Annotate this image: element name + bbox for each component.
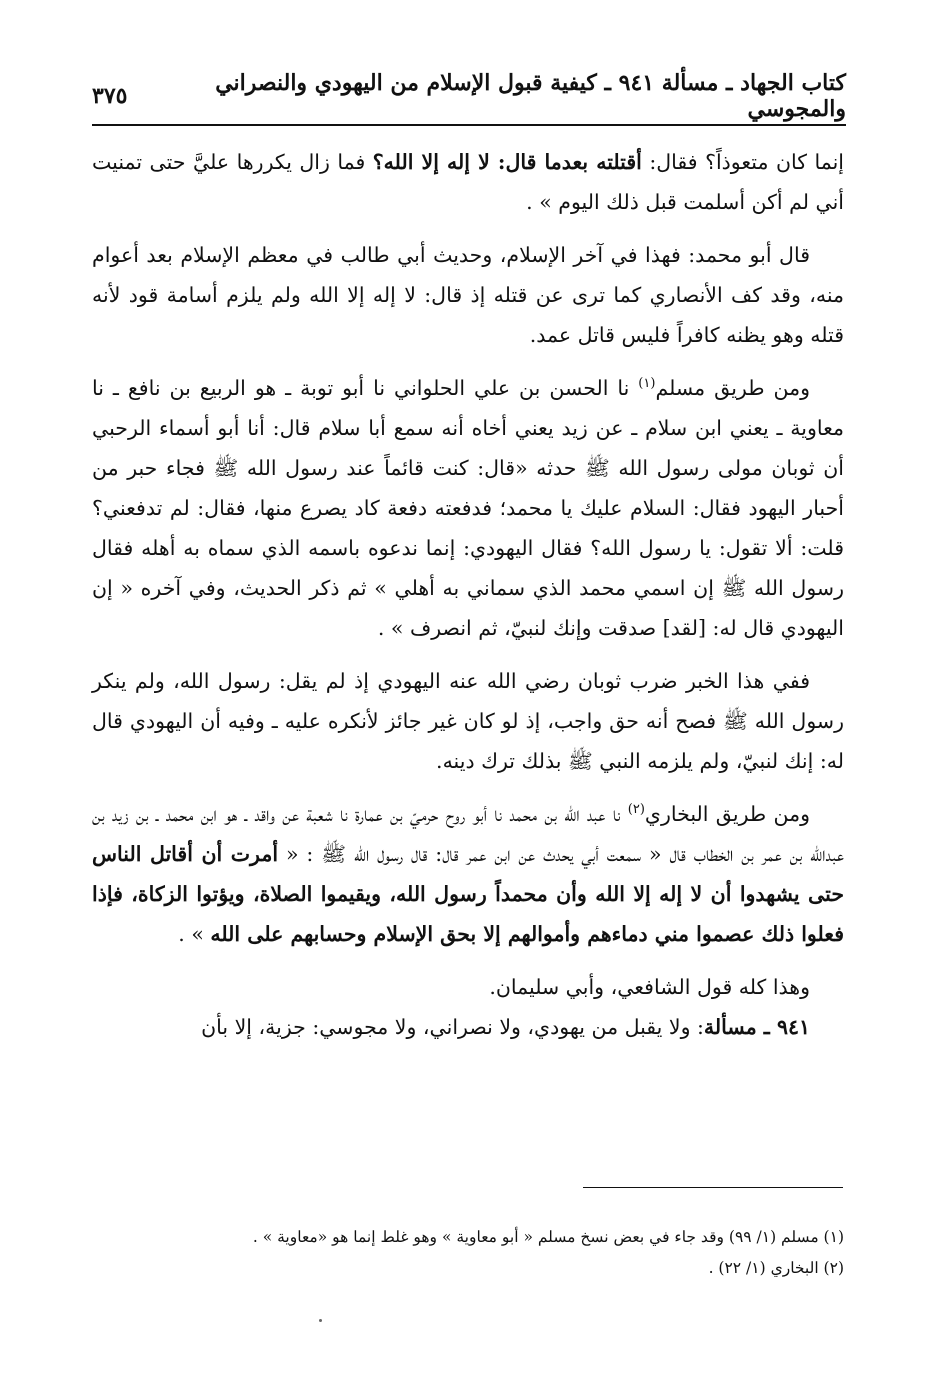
scan-speck <box>319 1319 322 1322</box>
footnotes <box>92 1222 844 1284</box>
footnote-divider <box>583 1187 843 1188</box>
footnote-2: (٢) البخاري (١/ ٢٢) . <box>708 1259 844 1277</box>
paragraph <box>92 235 844 355</box>
footnote-1: (١) مسلم (١/ ٩٩) وقد جاء في بعض نسخ مسلم « أبو معاوية » وهو غلط إنما هو «معاوية » . <box>252 1228 844 1246</box>
text-run: ففي هذا الخبر ضرب ثوبان رضي الله عنه اليهودي إذ لم يقل: رسول الله، ولم ينكر رسول الله ﷺ فصح أنه حق واجب، إذ لو كان غير جائز لأنكره عليه ـ وفيه أن اليهودي قال له: إنك لنبيّ، ولم يلزمه النبي ﷺ بذلك ترك دينه. <box>92 669 844 773</box>
running-header <box>92 70 846 122</box>
header-divider <box>92 124 846 126</box>
text-run: ومن طريق البخاري <box>644 802 811 826</box>
footnote-reference: (١) <box>638 376 656 392</box>
page-number: ٣٧٥ <box>92 83 128 109</box>
bold-text: أقتلته بعدما قال: لا إله إلا الله؟ <box>372 150 642 174</box>
text-run: قال أبو محمد: فهذا في آخر الإسلام، وحديث أبي طالب في معظم الإسلام بعد أعوام منه، وقد كف الأنصاري كما ترى عن قتله إذ قال: لا إله إلا الله ولم يلزم أسامة قود لأنه قتله وهو يظنه كافراً فليس قاتل عمد. <box>92 243 844 347</box>
text-run: ومن طريق مسلم <box>655 376 810 400</box>
text-run: وهذا كله قول الشافعي، وأبي سليمان. <box>489 975 810 999</box>
paragraph <box>92 142 844 222</box>
bold-text: ٩٤١ ـ مسألة <box>703 1015 810 1039</box>
text-run: إنما كان متعوذاً؟ فقال: <box>641 150 845 174</box>
paragraph <box>92 368 844 648</box>
text-run: نا الحسن بن علي الحلواني نا أبو توبة ـ هو الربيع بن نافع ـ نا معاوية ـ يعني ابن سلام ـ عن زيد يعني أخاه أنه سمع أبا سلام قال: أنا أبو أسماء الرحبي أن ثوبان مولى رسول الله ﷺ حدثه «قال: كنت قائماً عند رسول الله ﷺ فجاء حبر من أحبار اليهود فقال: السلام عليك يا محمد؛ فدفعته دفعة كاد يصرع منها، فقال: لم تدفعني؟ قلت: ألا تقول: يا رسول الله؟ فقال اليهودي: إنما ندعوه باسمه الذي سماه به أهله فقال رسول الله ﷺ إن اسمي محمد الذي سماني به أهلي » ثم ذكر الحديث، وفي آخره « إن اليهودي قال له: [لقد] صدقت وإنك لنبيّ، ثم انصرف » . <box>92 376 844 640</box>
paragraph <box>92 1007 844 1047</box>
main-text <box>92 142 844 1060</box>
text-run: » . <box>178 922 211 946</box>
text-run: فما زال يكررها عليَّ حتى تمنيت أني لم أكن أسلمت قبل ذلك اليوم » . <box>92 150 844 214</box>
text-run: نا عبد الله بن محمد نا أبو روح حرميّ بن عمارة نا شعبة عن واقد ـ هو ابن محمد ـ بن زيد بن عبدالله بن عمر بن الخطاب قال « سمعت أبي يحدث عن ابن عمر قال: قال رسول الله ﷺ : « <box>92 802 844 866</box>
paragraph <box>92 967 844 1007</box>
chapter-title: كتاب الجهاد ـ مسألة ٩٤١ ـ كيفية قبول الإسلام من اليهودي والنصراني والمجوسي <box>215 70 846 122</box>
bold-text: أمرت أن أقاتل الناس حتى يشهدوا أن لا إله إلا الله وأن محمداً رسول الله، ويقيموا الصلاة، ويؤتوا الزكاة، فإذا فعلوا ذلك عصموا مني دماءهم وأموالهم إلا بحق الإسلام وحسابهم على الله <box>92 842 844 946</box>
paragraph <box>92 794 844 954</box>
footnote-reference: (٢) <box>627 802 645 818</box>
paragraph <box>92 661 844 781</box>
text-run: : ولا يقبل من يهودي، ولا نصراني، ولا مجوسي: جزية، إلا بأن <box>201 1015 704 1039</box>
